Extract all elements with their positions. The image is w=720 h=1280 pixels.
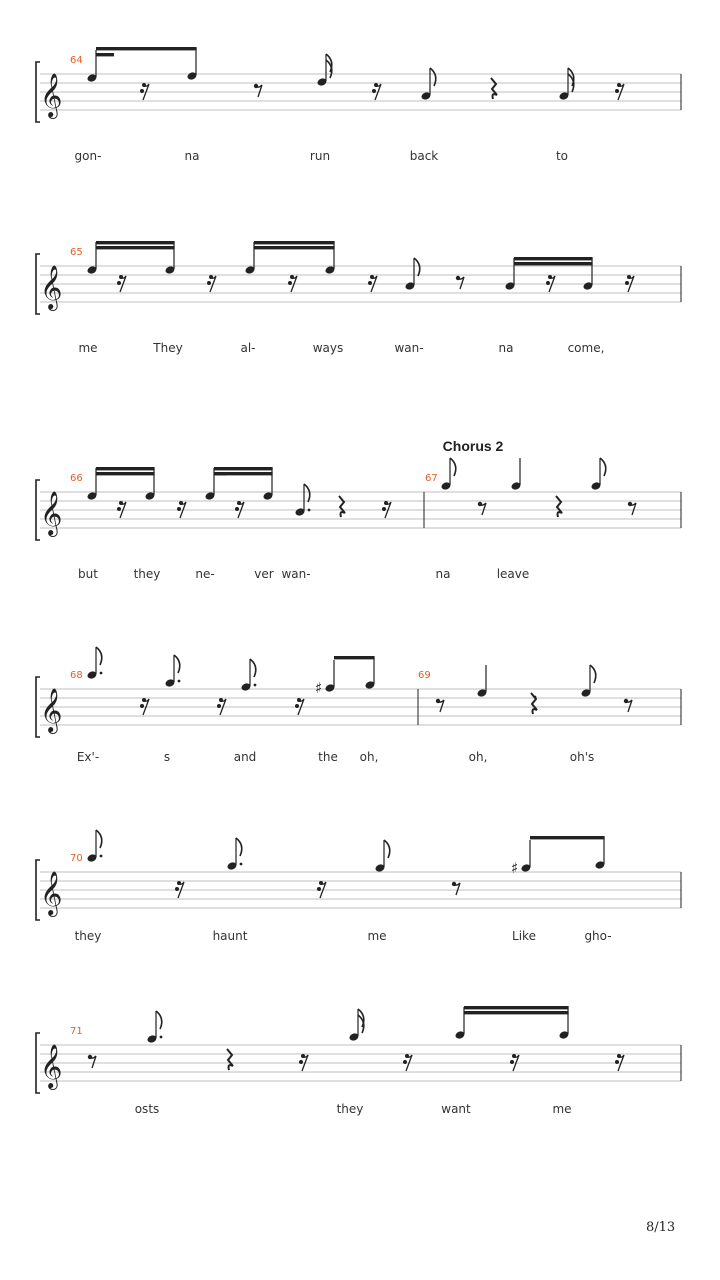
- note-beam: [96, 241, 175, 244]
- sixteenth-rest: [117, 281, 121, 285]
- lyric: me: [78, 341, 98, 355]
- note-beam: [254, 241, 335, 244]
- note-beam: [96, 47, 197, 50]
- treble-clef: 𝄞: [40, 73, 63, 117]
- treble-clef: 𝄞: [40, 491, 63, 535]
- sixteenth-rest: [615, 1060, 619, 1064]
- note-beam: [254, 246, 335, 249]
- sixteenth-rest: [368, 281, 372, 285]
- note-beam: [464, 1006, 569, 1009]
- lyric: they: [133, 567, 161, 581]
- note-flag: [450, 458, 456, 476]
- sixteenth-rest: [625, 281, 629, 285]
- note-beam: [96, 467, 155, 470]
- lyric: me: [367, 929, 387, 943]
- lyric: oh's: [569, 750, 595, 764]
- measure-number: 68: [70, 670, 83, 681]
- lyric: want: [441, 1102, 471, 1116]
- note-flag: [414, 258, 420, 276]
- lyric: gho-: [584, 929, 612, 943]
- note-beam: [514, 262, 593, 265]
- sixteenth-rest: [117, 507, 121, 511]
- note-beam: [214, 467, 273, 470]
- augmentation-dot: [160, 1036, 163, 1039]
- note-beam: [214, 472, 226, 475]
- note-flag: [174, 655, 180, 673]
- sixteenth-rest: [295, 704, 299, 708]
- eighth-rest: [256, 85, 262, 97]
- measure-number: 64: [70, 55, 83, 66]
- lyric: the: [318, 750, 338, 764]
- augmentation-dot: [308, 509, 311, 512]
- lyric: al-: [240, 341, 256, 355]
- note-flag: [384, 840, 390, 858]
- lyric: osts: [134, 1102, 160, 1116]
- lyric: gon-: [74, 149, 102, 163]
- sixteenth-rest: [299, 1060, 303, 1064]
- eighth-rest: [454, 883, 460, 895]
- note-beam: [96, 53, 114, 56]
- lyric: they: [336, 1102, 364, 1116]
- sixteenth-rest: [317, 887, 321, 891]
- note-beam: [96, 472, 155, 475]
- sixteenth-rest: [235, 507, 239, 511]
- lyric: leave: [496, 567, 530, 581]
- eighth-rest: [630, 503, 636, 515]
- quarter-rest: [491, 78, 497, 99]
- note-beam: [464, 1011, 569, 1014]
- quarter-rest: [556, 496, 562, 517]
- sixteenth-rest: [403, 1060, 407, 1064]
- note-flag: [250, 659, 256, 677]
- lyric: s: [163, 750, 171, 764]
- sixteenth-rest: [175, 887, 179, 891]
- eighth-rest: [480, 503, 486, 515]
- lyric: ver: [254, 567, 274, 581]
- section-label: Chorus 2: [442, 438, 504, 454]
- lyric: na: [435, 567, 451, 581]
- lyric: Ex'-: [76, 750, 100, 764]
- augmentation-dot: [254, 684, 257, 687]
- lyric: wan-: [281, 567, 311, 581]
- measure-number: 71: [70, 1026, 83, 1037]
- note-beam: [514, 257, 593, 260]
- measure-number: 67: [425, 473, 438, 484]
- augmentation-dot: [178, 680, 181, 683]
- sharp-sign: ♯: [511, 859, 519, 877]
- sixteenth-rest: [217, 704, 221, 708]
- page-number: 8/13: [646, 1220, 676, 1235]
- augmentation-dot: [100, 672, 103, 675]
- augmentation-dot: [534, 696, 537, 699]
- eighth-rest: [458, 277, 464, 289]
- measure-number: 65: [70, 247, 83, 258]
- sixteenth-rest: [615, 89, 619, 93]
- augmentation-dot: [240, 863, 243, 866]
- note-flag: [304, 484, 310, 502]
- sixteenth-rest: [177, 507, 181, 511]
- sixteenth-rest: [546, 281, 550, 285]
- note-beam: [530, 836, 605, 839]
- sixteenth-rest: [207, 281, 211, 285]
- lyric: to: [555, 149, 569, 163]
- augmentation-dot: [100, 855, 103, 858]
- lyric: come,: [567, 341, 605, 355]
- sixteenth-rest: [288, 281, 292, 285]
- treble-clef: 𝄞: [40, 871, 63, 915]
- note-flag: [96, 647, 102, 665]
- treble-clef: 𝄞: [40, 265, 63, 309]
- quarter-rest: [227, 1049, 233, 1070]
- lyric: na: [498, 341, 514, 355]
- note-beam: [334, 656, 375, 659]
- note-flag: [96, 830, 102, 848]
- lyric: They: [153, 341, 183, 355]
- lyric: and: [233, 750, 257, 764]
- lyric: haunt: [212, 929, 248, 943]
- lyric: back: [409, 149, 439, 163]
- lyric: me: [552, 1102, 572, 1116]
- note-beam: [96, 246, 175, 249]
- lyric: Like: [512, 929, 536, 943]
- lyric: na: [184, 149, 200, 163]
- quarter-rest: [339, 496, 345, 517]
- measure-number: 66: [70, 473, 83, 484]
- note-flag: [236, 838, 242, 856]
- lyric: ways: [312, 341, 344, 355]
- lyric: wan-: [394, 341, 424, 355]
- lyric: ne-: [195, 567, 215, 581]
- lyric: they: [74, 929, 102, 943]
- note-flag: [600, 458, 606, 476]
- lyric: but: [78, 567, 98, 581]
- sixteenth-rest: [382, 507, 386, 511]
- treble-clef: 𝄞: [40, 688, 63, 732]
- sharp-sign: ♯: [315, 679, 323, 697]
- sixteenth-rest: [510, 1060, 514, 1064]
- eighth-rest: [626, 700, 632, 712]
- measure-number: 69: [418, 670, 431, 681]
- eighth-rest: [438, 700, 444, 712]
- sixteenth-rest: [140, 704, 144, 708]
- sixteenth-rest: [140, 89, 144, 93]
- eighth-rest: [90, 1056, 96, 1068]
- note-flag: [590, 665, 596, 683]
- lyric: oh,: [359, 750, 379, 764]
- measure-number: 70: [70, 853, 83, 864]
- lyric: run: [309, 149, 331, 163]
- treble-clef: 𝄞: [40, 1044, 63, 1088]
- lyric: oh,: [468, 750, 488, 764]
- sixteenth-rest: [372, 89, 376, 93]
- note-flag: [156, 1011, 162, 1029]
